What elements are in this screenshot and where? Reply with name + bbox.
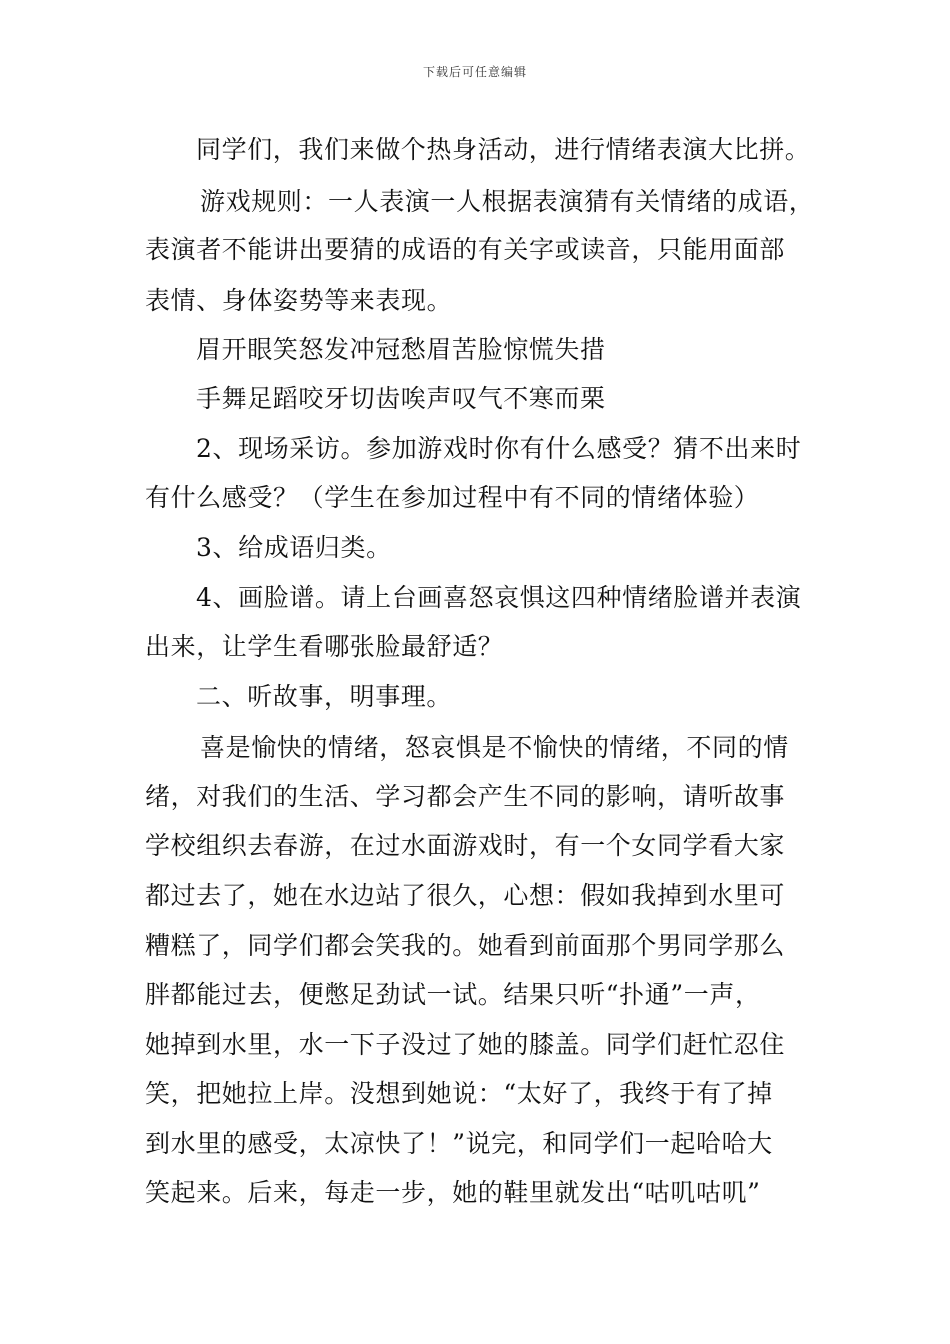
page-header-note: 下载后可任意编辑 xyxy=(422,65,527,79)
paragraph-line: 表演者不能讲出要猜的成语的有关字或读音，只能用面部 xyxy=(145,235,786,264)
paragraph-line: 胖都能过去，便憋足劲试一试。结果只听“扑通”一声， xyxy=(145,980,761,1009)
paragraph-line: 出来，让学生看哪张脸最舒适？ xyxy=(145,632,504,661)
paragraph-line: 笑，把她拉上岸。没想到她说：“太好了，我终于有了掉 xyxy=(145,1079,773,1108)
paragraph-line: 糟糕了，同学们都会笑我的。她看到前面那个男同学那么 xyxy=(145,931,786,960)
paragraph-line: 表情、身体姿势等来表现。 xyxy=(145,286,453,315)
paragraph-line: 手舞足蹈咬牙切齿唉声叹气不寒而栗 xyxy=(196,384,606,413)
paragraph-line: 有什么感受？（学生在参加过程中有不同的情绪体验） xyxy=(145,483,760,512)
paragraph-line: 绪，对我们的生活、学习都会产生不同的影响，请听故事 xyxy=(145,782,786,811)
paragraph-line: 笑起来。后来，每走一步，她的鞋里就发出“咕叽咕叽” xyxy=(145,1178,761,1207)
paragraph-line: 学校组织去春游，在过水面游戏时，有一个女同学看大家 xyxy=(145,831,786,860)
paragraph-line: 她掉到水里，水一下子没过了她的膝盖。同学们赶忙忍住 xyxy=(145,1030,786,1059)
paragraph-line: 4、画脸谱。请上台画喜怒哀惧这四种情绪脸谱并表演 xyxy=(196,583,802,612)
paragraph-line: 喜是愉快的情绪，怒哀惧是不愉快的情绪，不同的情 xyxy=(200,733,789,762)
paragraph-line: 游戏规则：一人表演一人根据表演猜有关情绪的成语， xyxy=(200,187,815,216)
paragraph-line: 2、现场采访。参加游戏时你有什么感受？猜不出来时 xyxy=(196,434,802,463)
paragraph-line: 到水里的感受，太凉快了！”说完，和同学们一起哈哈大 xyxy=(145,1129,773,1158)
paragraph-line: 同学们，我们来做个热身活动，进行情绪表演大比拼。 xyxy=(196,135,811,164)
paragraph-line: 二、听故事，明事理。 xyxy=(196,682,453,711)
paragraph-line: 都过去了，她在水边站了很久，心想：假如我掉到水里可 xyxy=(145,881,786,910)
paragraph-line: 眉开眼笑怒发冲冠愁眉苦脸惊慌失措 xyxy=(196,335,606,364)
paragraph-line: 3、给成语归类。 xyxy=(196,533,392,562)
